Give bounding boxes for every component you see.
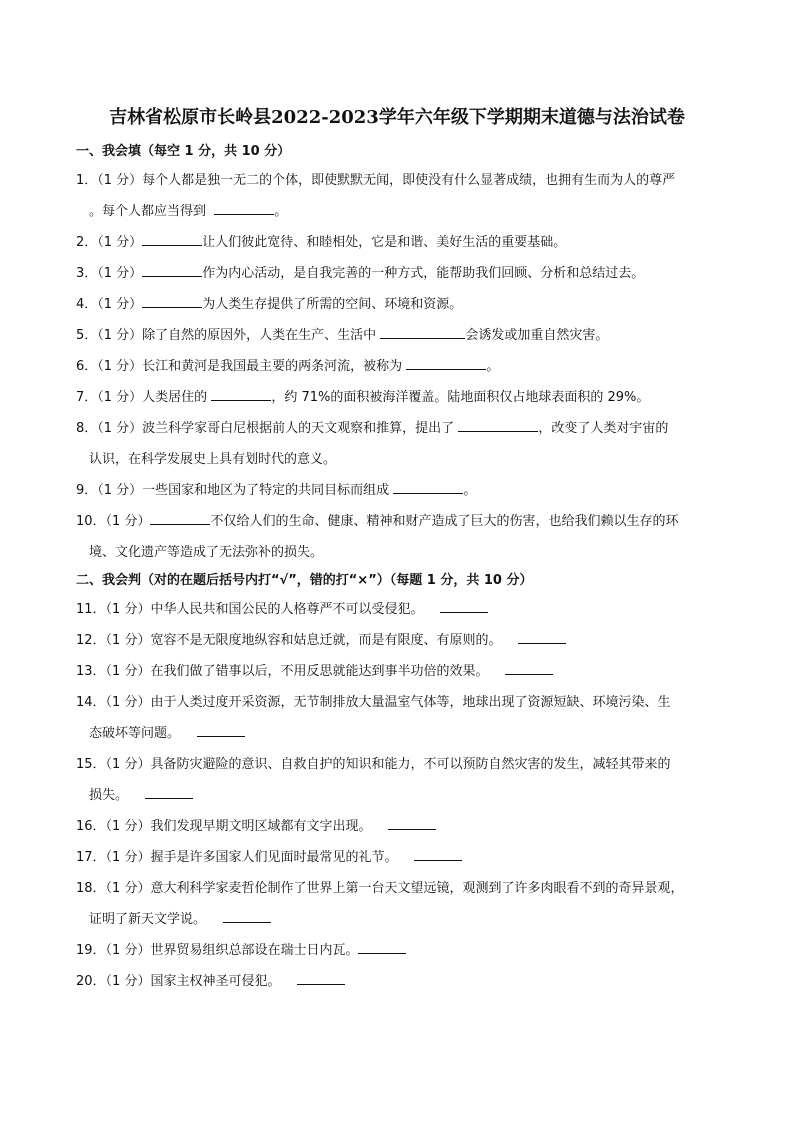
question-9: 9．（1 分）一些国家和地区为了特定的共同目标而组成 。 [76, 483, 477, 498]
question-3: 3．（1 分） 作为内心活动，是自我完善的一种方式，能帮助我们回顾、分析和总结过去。 [76, 266, 645, 281]
answer-blank[interactable] [142, 264, 202, 277]
answer-blank[interactable] [297, 972, 345, 985]
answer-blank[interactable] [197, 724, 245, 737]
exam-content [76, 139, 726, 997]
answer-blank[interactable] [393, 481, 463, 494]
question-18-continued: 证明了新天文学说。 [76, 904, 726, 935]
answer-blank[interactable] [211, 388, 271, 401]
answer-blank[interactable] [458, 419, 538, 432]
question-1-text: 1．（1 分）每个人都是独一无二的个体，即使默默无闻，即使没有什么显著成绩，也拥有生而为人的尊严 [76, 173, 676, 188]
question-7: 7．（1 分）人类居住的 ，约 71%的面积被海洋覆盖。陆地面积仅占地球表面积的 29%。 [76, 390, 650, 405]
question-11: 11．（1 分）中华人民共和国公民的人格尊严不可以受侵犯。 [76, 594, 726, 625]
question-15: 15．（1 分）具备防灾避险的意识、自救自护的知识和能力，不可以预防自然灾害的发生，减轻其带来的 损失。 [76, 749, 726, 811]
question-14: 14．（1 分）由于人类过度开采资源，无节制排放大量温室气体等，地球出现了资源短缺、环境污染、生 态破坏等问题。 [76, 687, 726, 749]
answer-blank[interactable] [150, 512, 210, 525]
answer-blank[interactable] [223, 910, 271, 923]
question-10: 10．（1 分） 不仅给人们的生命、健康、精神和财产造成了巨大的伤害，也给我们赖以生存的环 境、文化遗产等造成了无法弥补的损失。 [76, 506, 726, 568]
exam-title: 吉林省松原市长岭县2022-2023学年六年级下学期期末道德与法治试卷 [109, 107, 685, 128]
question-20: 20．（1 分）国家主权神圣可侵犯。 [76, 966, 726, 997]
section-1-heading: 一、我会填（每空 1 分，共 10 分） [76, 144, 291, 159]
section-2-heading: 二、我会判（对的在题后括号内打“√”，错的打“×”）（每题 1 分，共 10 分） [76, 573, 533, 588]
question-2: 2．（1 分） 让人们彼此宽待、和睦相处，它是和谐、美好生活的重要基础。 [76, 235, 567, 250]
answer-blank[interactable] [505, 662, 553, 675]
question-16: 16．（1 分）我们发现早期文明区域都有文字出现。 [76, 811, 726, 842]
answer-blank[interactable] [214, 202, 274, 215]
question-4: 4．（1 分） 为人类生存提供了所需的空间、环境和资源。 [76, 297, 463, 312]
answer-blank[interactable] [388, 817, 436, 830]
question-6: 6．（1 分）长江和黄河是我国最主要的两条河流，被称为 。 [76, 359, 500, 374]
question-18: 18．（1 分）意大利科学家麦哲伦制作了世界上第一台天文望远镜，观测到了许多肉眼看不到的奇异景观， 证明了新天文学说。 [76, 873, 726, 935]
question-12: 12．（1 分）宽容不是无限度地纵容和姑息迁就，而是有限度、有原则的。 [76, 625, 726, 656]
answer-blank[interactable] [142, 233, 202, 246]
answer-blank[interactable] [406, 357, 486, 370]
question-10-continued: 境、文化遗产等造成了无法弥补的损失。 [89, 545, 324, 560]
question-17: 17．（1 分）握手是许多国家人们见面时最常见的礼节。 [76, 842, 726, 873]
question-1-continued: 。每个人都应当得到 。 [89, 204, 288, 219]
answer-blank[interactable] [440, 600, 488, 613]
answer-blank[interactable] [142, 295, 202, 308]
question-5: 5．（1 分）除了自然的原因外，人类在生产、生活中 会诱发或加重自然灾害。 [76, 328, 609, 343]
question-1 [76, 165, 726, 227]
answer-blank[interactable] [145, 786, 193, 799]
answer-blank[interactable] [358, 941, 406, 954]
question-15-continued: 损失。 [76, 780, 726, 811]
question-8-continued: 认识，在科学发展史上具有划时代的意义。 [89, 452, 337, 467]
answer-blank[interactable] [518, 631, 566, 644]
answer-blank[interactable] [380, 326, 465, 339]
question-14-continued: 态破坏等问题。 [76, 718, 726, 749]
question-13: 13．（1 分）在我们做了错事以后，不用反思就能达到事半功倍的效果。 [76, 656, 726, 687]
answer-blank[interactable] [414, 848, 462, 861]
question-19: 19．（1 分）世界贸易组织总部设在瑞士日内瓦。 [76, 935, 726, 966]
question-8: 8．（1 分）波兰科学家哥白尼根据前人的天文观察和推算，提出了 ，改变了人类对宇宙的 认识，在科学发展史上具有划时代的意义。 [76, 413, 726, 475]
